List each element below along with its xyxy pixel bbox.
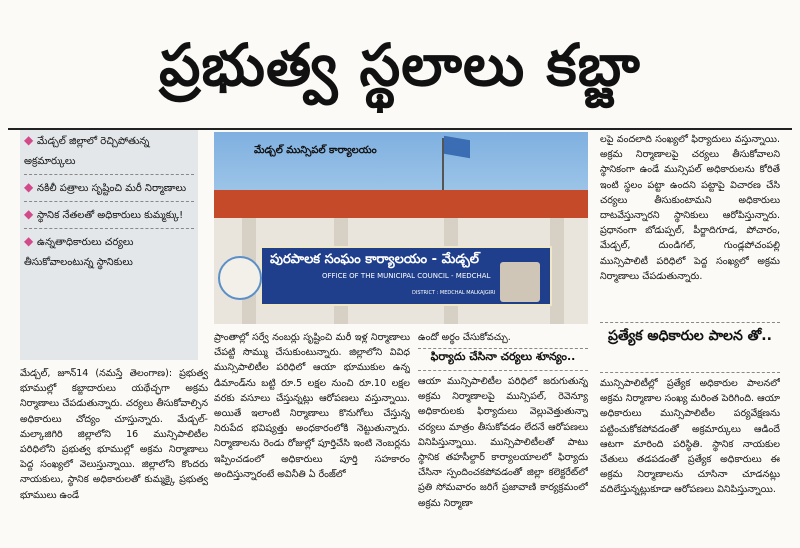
headline: ప్రభుత్వ స్థలాలు కబ్జా xyxy=(159,31,641,99)
photo-caption: మేడ్చల్ మున్సిపల్ కార్యాలయం xyxy=(254,145,377,156)
government-seal-icon xyxy=(218,256,262,300)
divider xyxy=(24,174,194,175)
divider xyxy=(600,322,780,323)
divider xyxy=(24,201,194,202)
article-column-2 xyxy=(214,330,410,536)
divider xyxy=(600,372,780,373)
building-roof xyxy=(214,190,588,218)
bullet-icon: ◆ xyxy=(24,234,38,248)
article-text: ఉందో అర్థం చేసుకోవచ్చు. xyxy=(418,332,511,343)
highlight-item xyxy=(20,177,198,199)
highlights-box xyxy=(20,130,198,360)
highlight-item xyxy=(20,130,198,172)
article-text: మున్సిపాలిటీల్లో ప్రత్యేక అధికారుల పాలనలో అక్రమ నిర్మాణాల సంఖ్య మరింత పెరిగింది. ఆయా అధికారులు మున్సిపాలిటీల పర్యవేక్షణను పట్టించుకోకపోవడంతో అక్రమార్కులు ఆడిందే ఆటగా మారింది పరిస్థితి. స్థానిక నాయకుల చేతులు తడపడంతో ప్రత్యేక అధికారులు ఈ అక్రమ నిర్మాణాలను చూసినా చూడనట్లు వదిలేస్తున్నట్లుకూడా ఆరోపణలు వినిపిస్తున్నాయి. xyxy=(600,378,780,496)
bullet-icon: ◆ xyxy=(24,207,38,221)
highlight-item xyxy=(20,231,198,273)
signboard-telugu: పురపాలక సంఘం కార్యాలయం - మేడ్చల్ xyxy=(270,252,480,267)
bullet-icon: ◆ xyxy=(24,180,38,194)
article-column-4-top xyxy=(600,132,780,318)
article-column-4 xyxy=(600,376,780,536)
signboard-district: DISTRICT : MEDCHAL MALKAJGIRI xyxy=(412,290,496,296)
pillar xyxy=(550,218,564,324)
highlight-text: స్థానిక నేతలతో అధికారులు కుమ్మక్కు! xyxy=(37,210,184,221)
article-column-3 xyxy=(418,374,588,536)
article-text: లపై వందలాది సంఖ్యలో ఫిర్యాదులు వస్తున్నాయి. అక్రమ నిర్మాణాలపై చర్యలు తీసుకోవాలని స్థానికంగా ఉండే మున్సిపల్ అధికారులను కోరితే ఇంటి స్థలం పట్టా ఉందని పట్టాపై విచారణ చేసి చర్యలు తీసుకుంటామని అధికారులు దాటవేస్తున్నారని స్థానికులు ఆరోపిస్తున్నారు. ప్రధానంగా బోడుప్పల్, పీర్జాదిగూడ, పోచారం, మేడ్చల్, దుండిగల్, గుండ్లపోచంపల్లి మున్సిపాలిటీ పరిధిలో పెద్ద సంఖ్యలో అక్రమ నిర్మాణాలు చేపడుతున్నారు. xyxy=(600,134,780,282)
bullet-icon: ◆ xyxy=(24,133,38,147)
divider xyxy=(418,370,588,371)
signboard-english: OFFICE OF THE MUNICIPAL COUNCIL - MEDCHAL xyxy=(322,272,491,280)
highlight-text: మేడ్చల్ జిల్లాలో రెచ్చిపోతున్న అక్రమార్కులు xyxy=(24,136,150,167)
divider xyxy=(24,228,194,229)
divider xyxy=(418,348,588,349)
news-photo xyxy=(214,132,588,324)
flag-icon xyxy=(444,136,470,159)
article-column-3-top xyxy=(418,330,588,346)
highlight-text: నకిలీ పత్రాలు సృష్టించి మరీ నిర్మాణాలు xyxy=(37,183,187,194)
article-text: ప్రాంతాల్లో సర్వే నంబర్లు సృష్టించి మరీ ఇళ్ల నిర్మాణాలు చేపట్టి సొమ్ము చేసుకుంటున్నారు. జిల్లాలోని వివిధ మున్సిపాలిటీల పరిధిలో ఆయా భూముకుల ఉన్న డిమాండ్‌ను బట్టి రూ.5 లక్షల నుంచి రూ.10 లక్షల వరకు వసూలు చేస్తున్నట్లు ఆరోపణలు వస్తున్నాయి. అయితే ఇలాంటి నిర్మాణాలు కొనుగోలు చేస్తున్న నిరుపేద భవిష్యత్తు అంధకారంలోకి నెట్టుతున్నారు. నిర్మాణాలను రెండు రోజుల్లో పూర్తిచేసి ఇంటి నెంబర్లను ఇప్పించడంలో అధికారులు పూర్తి సహకారం అందిస్తున్నారంటే అవినీతి ఏ రేంజ్‌లో xyxy=(214,332,410,480)
highlight-item xyxy=(20,204,198,226)
article-column-1 xyxy=(20,366,208,536)
gandhi-portrait-icon xyxy=(500,262,540,302)
article-text: ఆయా మున్సిపాలిటీల పరిధిలో జరుగుతున్న అక్రమ నిర్మాణాలపై మున్సిపల్, రెవెన్యూ అధికారులకు ఫిర్యాదులు వెల్లువెత్తుతున్నా చర్యలు మాత్రం తీసుకోవడం లేదనే ఆరోపణలు వినిపిస్తున్నాయి. మున్సిపాలిటీలతో పాటు స్థానిక తహసీల్దార్ కార్యాలయాలలో ఫిర్యాదు చేసినా స్పందించకపోవడంతో జిల్లా కలెక్టరేట్‌లో ప్రతి సోమవారం జరిగే ప్రజావాణి కార్యక్రమంలో అక్రమ నిర్మాణా xyxy=(418,376,588,509)
article-text: మేడ్చల్, జూన్14 (నమస్తే తెలంగాణ): ప్రభుత్వ భూముల్లో కబ్జాదారులు యథేచ్ఛగా అక్రమ నిర్మాణాలు చేపడుతున్నారు. చర్యలు తీసుకోవాల్సిన అధికారులు చోద్యం చూస్తున్నారు. మేడ్చల్-మల్కాజిగిరి జిల్లాలోని 16 మున్సిపాలిటీల పరిధిలోని ప్రభుత్వ భూముల్లో అక్రమ నిర్మాణాలు పెద్ద సంఖ్యలో వెలుస్తున్నాయి. జిల్లాలోని కొందరు నాయకులు, స్థానిక అధికారులతో కుమ్మక్కై ప్రభుత్వ భూములు ఉండే xyxy=(20,368,208,501)
subheading: ఫిర్యాదు చేసినా చర్యలు శూన్యం.. xyxy=(430,350,576,363)
subheading: ప్రత్యేక అధికారుల పాలన తో.. xyxy=(608,328,772,344)
highlight-text: ఉన్నతాధికారులు చర్యలు తీసుకోవాలంటున్న స్థానికులు xyxy=(24,237,134,268)
